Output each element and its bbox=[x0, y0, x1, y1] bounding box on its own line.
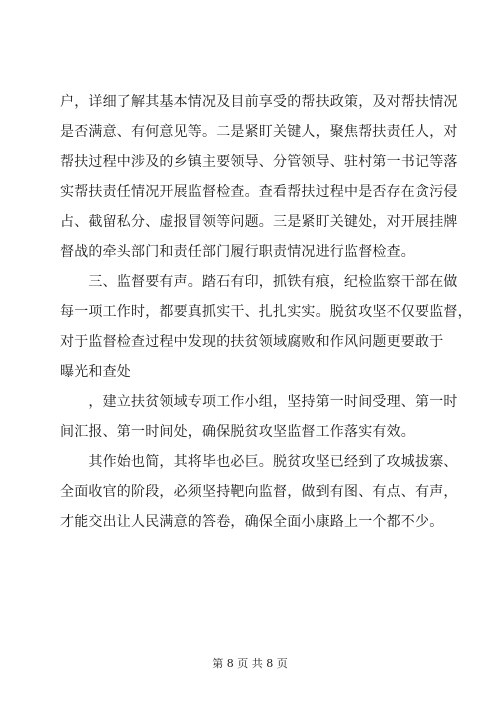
document-body bbox=[60, 92, 472, 532]
text-line: 户，详细了解其基本情况及目前享受的帮扶政策，及对帮扶情况 bbox=[60, 94, 458, 110]
text-line: 实帮扶责任情况开展监督检查。查看帮扶过程中是否存在贪污侵 bbox=[60, 184, 458, 200]
text-line: 才能交出让人民满意的答卷，确保全面小康路上一个都不少。 bbox=[60, 514, 444, 530]
page-number-footer: 第 8 页 共 8 页 bbox=[212, 657, 288, 670]
text-line: 其作始也简，其将毕也必巨。脱贫攻坚已经到了攻城拔寨、 bbox=[60, 454, 458, 470]
text-line: ，建立扶贫领域专项工作小组，坚持第一时间受理、第一时 bbox=[60, 394, 458, 410]
text-line: 对于监督检查过程中发现的扶贫领域腐败和作风问题更要敢于 bbox=[60, 334, 444, 350]
text-line: 每一项工作时，都要真抓实干、扎扎实实。脱贫攻坚不仅要监督， bbox=[60, 304, 472, 320]
text-line: 全面收官的阶段，必须坚持靶向监督，做到有图、有点、有声， bbox=[60, 484, 458, 500]
text-line: 三、监督要有声。踏石有印，抓铁有痕，纪检监察干部在做 bbox=[60, 274, 458, 290]
text-line: 间汇报、第一时间处，确保脱贫攻坚监督工作落实有效。 bbox=[60, 424, 415, 440]
text-line: 占、截留私分、虚报冒领等问题。三是紧盯关键处，对开展挂牌 bbox=[60, 214, 458, 230]
text-line: 帮扶过程中涉及的乡镇主要领导、分管领导、驻村第一书记等落 bbox=[60, 154, 458, 170]
text-line: 曝光和查处 bbox=[60, 364, 131, 380]
text-line: 是否满意、有何意见等。二是紧盯关键人，聚焦帮扶责任人，对 bbox=[60, 124, 458, 140]
text-line: 督战的牵头部门和责任部门履行职责情况进行监督检查。 bbox=[60, 244, 415, 260]
